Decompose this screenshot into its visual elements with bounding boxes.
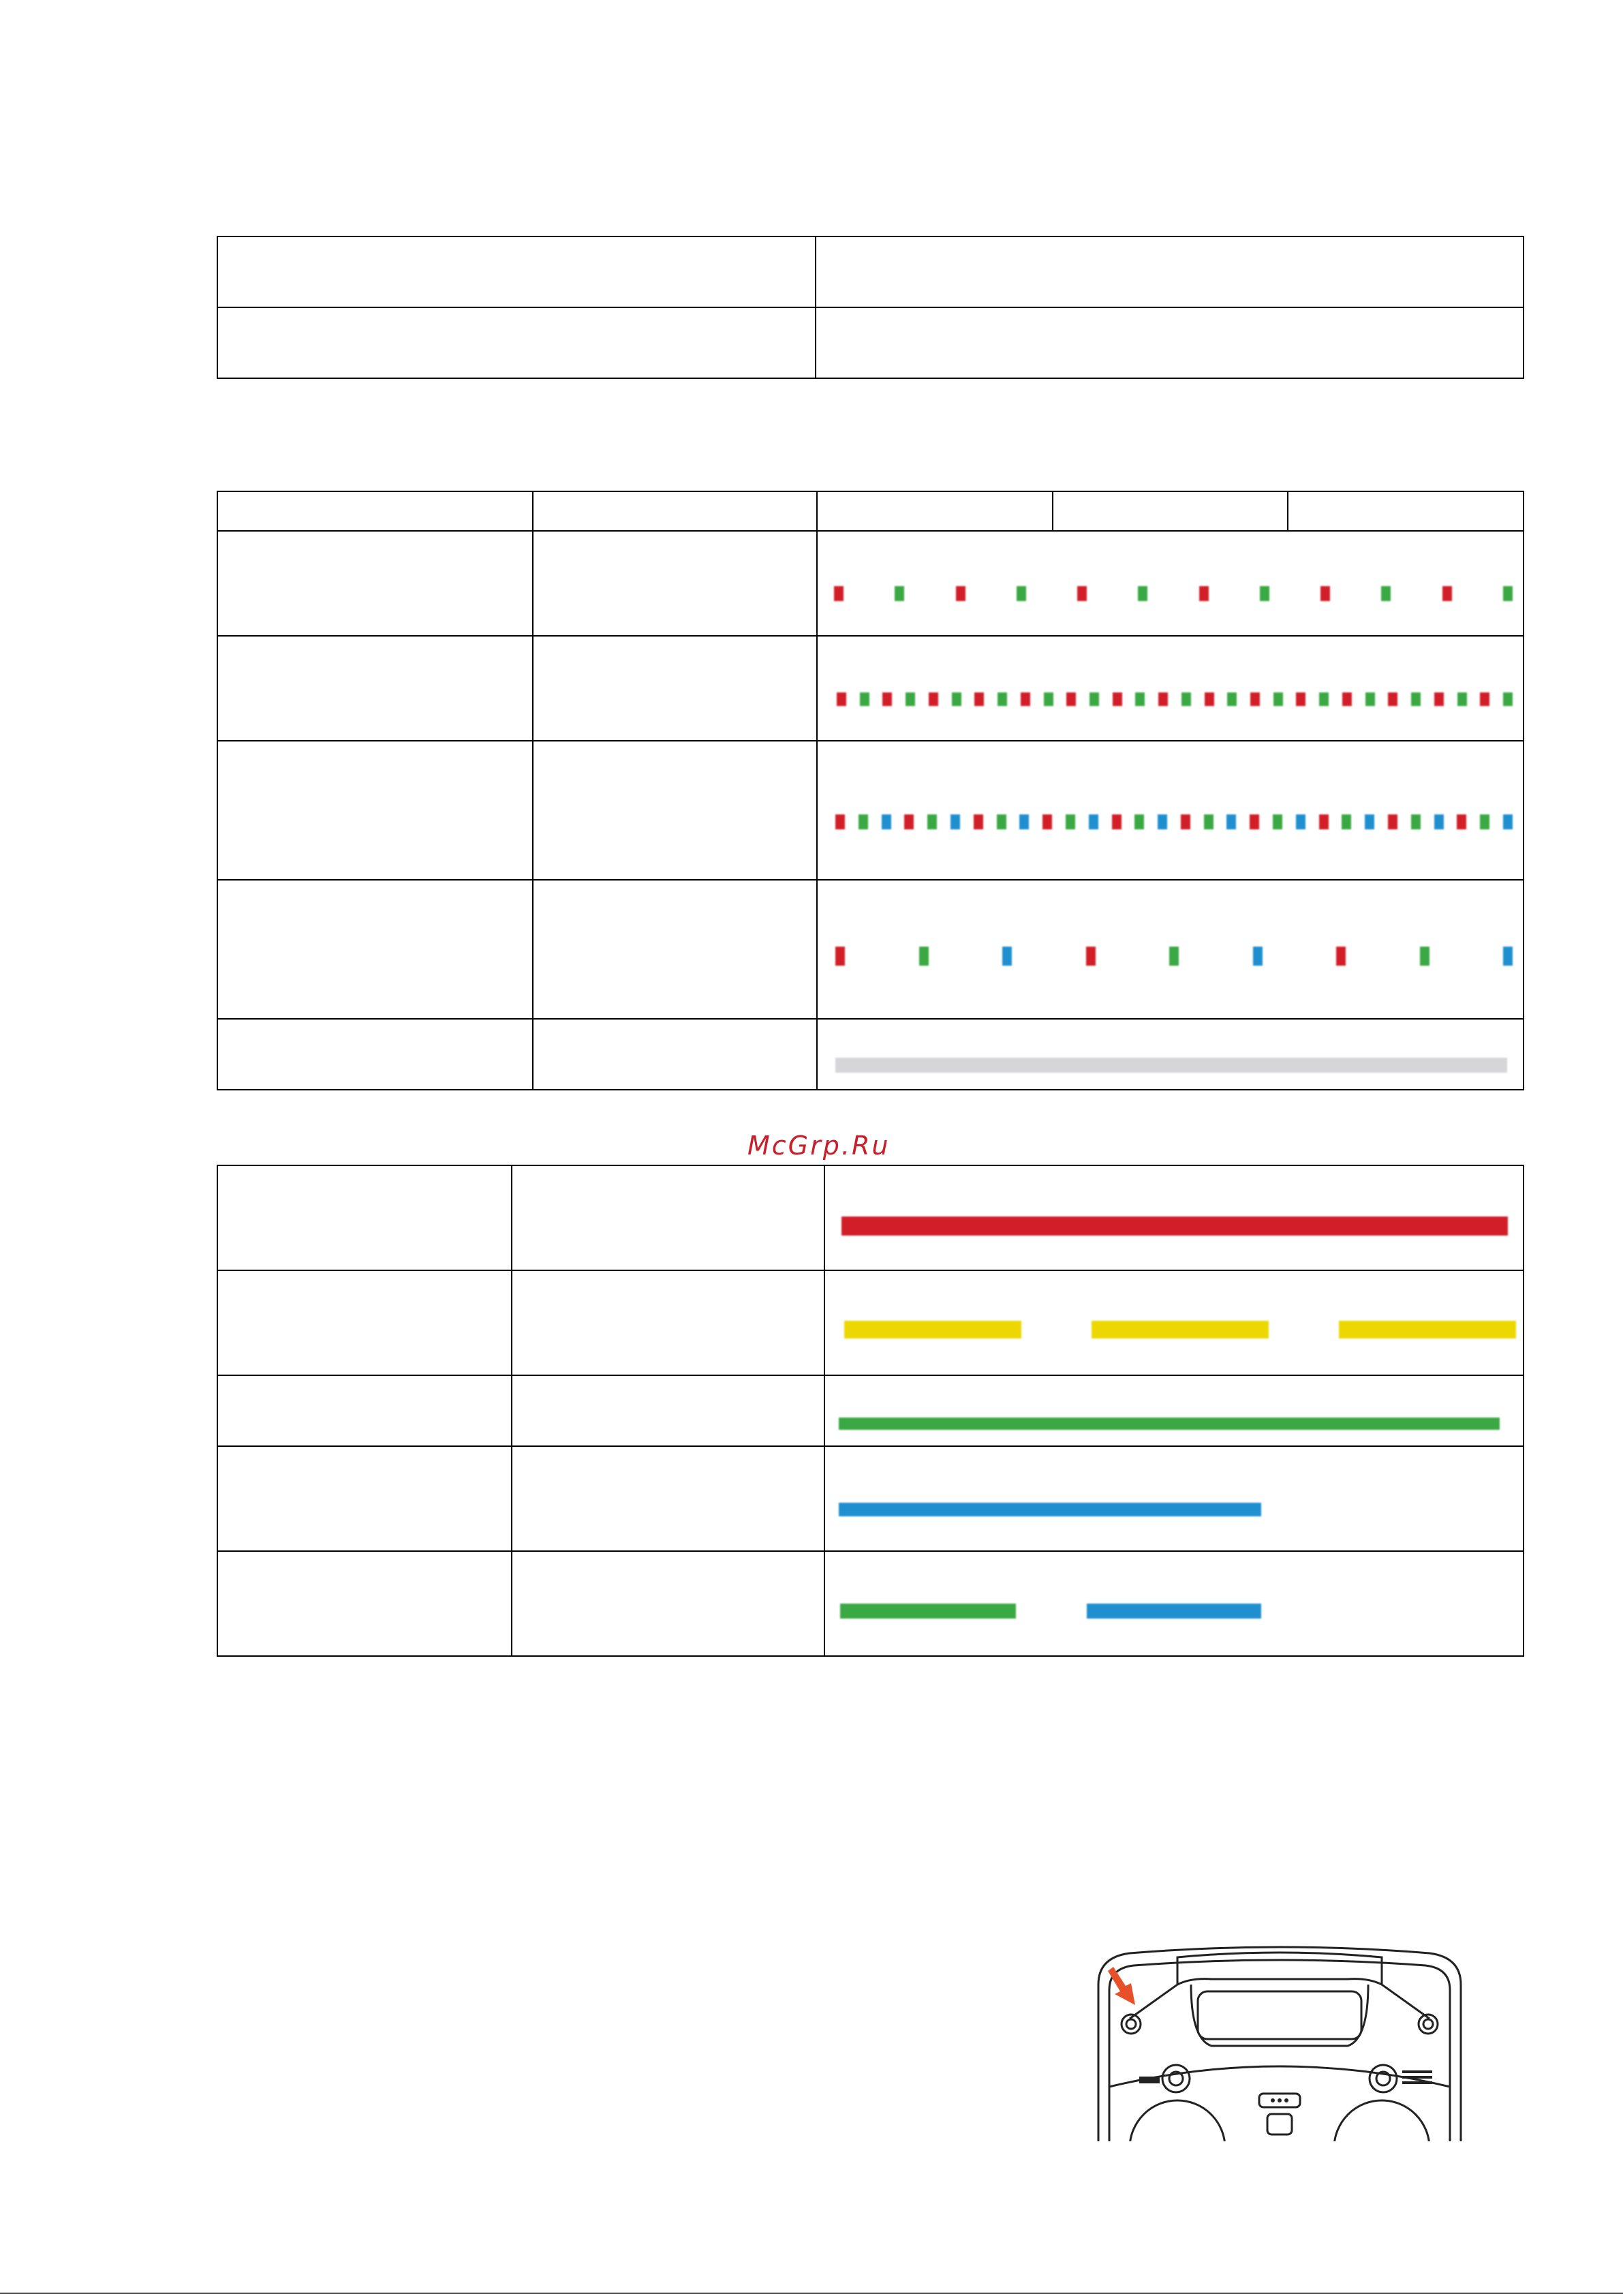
led-dash bbox=[1442, 586, 1452, 601]
header-cell bbox=[1053, 491, 1288, 531]
led-dash bbox=[834, 586, 844, 601]
led-dash bbox=[882, 814, 891, 829]
led-dash bbox=[1336, 947, 1346, 966]
header-cell bbox=[817, 491, 1053, 531]
header-cell bbox=[533, 491, 817, 531]
led-dash bbox=[1134, 814, 1144, 829]
led-dash bbox=[1205, 692, 1214, 706]
led-dash bbox=[950, 814, 960, 829]
led-dash bbox=[1420, 947, 1429, 966]
led-dash bbox=[1319, 692, 1329, 706]
led-dash bbox=[1086, 947, 1096, 966]
arrow-icon bbox=[1108, 1967, 1135, 2005]
led-dash bbox=[998, 692, 1007, 706]
led-pattern-cell bbox=[817, 741, 1524, 880]
led-dash bbox=[1434, 814, 1444, 829]
led-dash bbox=[835, 947, 845, 966]
led-dash bbox=[1260, 586, 1269, 601]
led-dash bbox=[1296, 692, 1305, 706]
cell bbox=[217, 880, 533, 1019]
led-dash bbox=[956, 586, 965, 601]
led-dash bbox=[1021, 692, 1030, 706]
led-dash bbox=[1273, 814, 1282, 829]
cell bbox=[533, 880, 817, 1019]
cell bbox=[217, 1270, 512, 1375]
led-dash bbox=[1227, 692, 1237, 706]
led-dash bbox=[1089, 814, 1098, 829]
led-dash bbox=[839, 1503, 1261, 1516]
led-dash bbox=[1381, 586, 1391, 601]
cell bbox=[217, 1019, 533, 1090]
cell bbox=[217, 531, 533, 636]
cell bbox=[512, 1551, 824, 1656]
led-dash bbox=[919, 947, 929, 966]
led-pattern-cell bbox=[824, 1375, 1524, 1446]
led-dash bbox=[904, 814, 914, 829]
led-dash bbox=[840, 1604, 1016, 1619]
cell bbox=[533, 636, 817, 741]
led-dash bbox=[927, 814, 937, 829]
led-dash bbox=[859, 814, 868, 829]
cell bbox=[217, 741, 533, 880]
led-dash bbox=[1135, 692, 1145, 706]
led-dash bbox=[1226, 814, 1236, 829]
led-dash bbox=[1342, 692, 1352, 706]
led-dash bbox=[839, 1418, 1500, 1430]
led-dash bbox=[1480, 814, 1489, 829]
led-pattern bbox=[818, 637, 1523, 740]
led-dash bbox=[1204, 814, 1214, 829]
battery-indicator-table bbox=[217, 1165, 1524, 1657]
led-dash bbox=[1181, 814, 1190, 829]
led-dash bbox=[1503, 586, 1513, 601]
remote-controller-icon bbox=[1089, 1944, 1470, 2141]
led-dash bbox=[974, 814, 983, 829]
led-dash bbox=[835, 814, 845, 829]
led-pattern-cell bbox=[817, 1019, 1524, 1090]
led-pattern bbox=[818, 532, 1523, 635]
led-dash bbox=[974, 692, 984, 706]
led-pattern-cell bbox=[824, 1270, 1524, 1375]
led-dash bbox=[1044, 692, 1053, 706]
status-indicator-table bbox=[217, 491, 1524, 1090]
led-pattern bbox=[818, 881, 1523, 1018]
led-dash bbox=[1480, 692, 1489, 706]
led-dash bbox=[837, 692, 846, 706]
led-dash bbox=[1457, 814, 1466, 829]
led-pattern-cell bbox=[817, 531, 1524, 636]
cell bbox=[533, 531, 817, 636]
led-dash bbox=[1017, 586, 1026, 601]
led-dash bbox=[1250, 814, 1259, 829]
cell bbox=[217, 236, 816, 307]
led-dash bbox=[860, 692, 869, 706]
led-pattern bbox=[825, 1271, 1523, 1375]
cell bbox=[512, 1270, 824, 1375]
led-dash bbox=[1169, 947, 1179, 966]
led-pattern-cell bbox=[824, 1165, 1524, 1270]
led-dash bbox=[1066, 692, 1076, 706]
led-pattern bbox=[825, 1166, 1523, 1270]
led-dash bbox=[1457, 692, 1467, 706]
led-dash bbox=[1066, 814, 1075, 829]
led-dash bbox=[844, 1321, 1021, 1338]
led-pattern bbox=[825, 1376, 1523, 1445]
led-dash bbox=[1199, 586, 1209, 601]
led-dash bbox=[1411, 814, 1421, 829]
cell bbox=[217, 636, 533, 741]
led-dash bbox=[1077, 586, 1087, 601]
led-pattern-cell bbox=[817, 880, 1524, 1019]
cell bbox=[512, 1446, 824, 1551]
cell bbox=[217, 307, 816, 378]
led-pattern bbox=[818, 1020, 1523, 1089]
led-dash bbox=[1253, 947, 1263, 966]
led-dash bbox=[1042, 814, 1052, 829]
led-dash bbox=[1138, 586, 1147, 601]
led-dash bbox=[1087, 1604, 1261, 1619]
led-dash bbox=[1319, 814, 1329, 829]
led-pattern bbox=[825, 1552, 1523, 1655]
led-dash bbox=[1388, 692, 1397, 706]
led-dash bbox=[882, 692, 892, 706]
led-dash bbox=[952, 692, 961, 706]
led-pattern-cell bbox=[824, 1446, 1524, 1551]
top-table bbox=[217, 236, 1524, 379]
led-dash bbox=[1113, 692, 1122, 706]
header-cell bbox=[1288, 491, 1524, 531]
cell bbox=[217, 1551, 512, 1656]
led-dash bbox=[1092, 1321, 1269, 1338]
cell bbox=[217, 1165, 512, 1270]
led-dash bbox=[1002, 947, 1012, 966]
led-dash bbox=[1503, 947, 1513, 966]
header-cell bbox=[217, 491, 533, 531]
led-dash bbox=[1503, 692, 1513, 706]
watermark-text: McGrp.Ru bbox=[747, 1131, 891, 1161]
led-dash bbox=[1388, 814, 1397, 829]
led-pattern-cell bbox=[817, 636, 1524, 741]
led-dash bbox=[1019, 814, 1029, 829]
cell bbox=[816, 236, 1524, 307]
led-dash bbox=[997, 814, 1006, 829]
led-dash bbox=[1158, 814, 1167, 829]
led-pattern bbox=[818, 741, 1523, 879]
cell bbox=[533, 1019, 817, 1090]
page-bottom-rule bbox=[0, 2293, 1623, 2294]
led-dash bbox=[1365, 814, 1374, 829]
led-dash bbox=[1342, 814, 1351, 829]
cell bbox=[512, 1375, 824, 1446]
led-dash bbox=[835, 1058, 1507, 1073]
led-pattern-cell bbox=[824, 1551, 1524, 1656]
cell bbox=[217, 1446, 512, 1551]
led-dash bbox=[841, 1216, 1508, 1236]
cell bbox=[533, 741, 817, 880]
led-dash bbox=[1411, 692, 1421, 706]
led-pattern bbox=[825, 1447, 1523, 1550]
led-dash bbox=[1112, 814, 1122, 829]
cell bbox=[512, 1165, 824, 1270]
cell bbox=[217, 1375, 512, 1446]
led-dash bbox=[1365, 692, 1375, 706]
led-dash bbox=[1434, 692, 1444, 706]
cell bbox=[816, 307, 1524, 378]
led-dash bbox=[906, 692, 915, 706]
led-dash bbox=[1250, 692, 1260, 706]
led-dash bbox=[1181, 692, 1191, 706]
led-dash bbox=[895, 586, 904, 601]
led-dash bbox=[929, 692, 938, 706]
led-dash bbox=[1296, 814, 1305, 829]
led-dash bbox=[1158, 692, 1168, 706]
led-dash bbox=[1089, 692, 1099, 706]
led-dash bbox=[1320, 586, 1330, 601]
led-dash bbox=[1339, 1321, 1516, 1338]
led-dash bbox=[1273, 692, 1283, 706]
led-dash bbox=[1503, 814, 1513, 829]
